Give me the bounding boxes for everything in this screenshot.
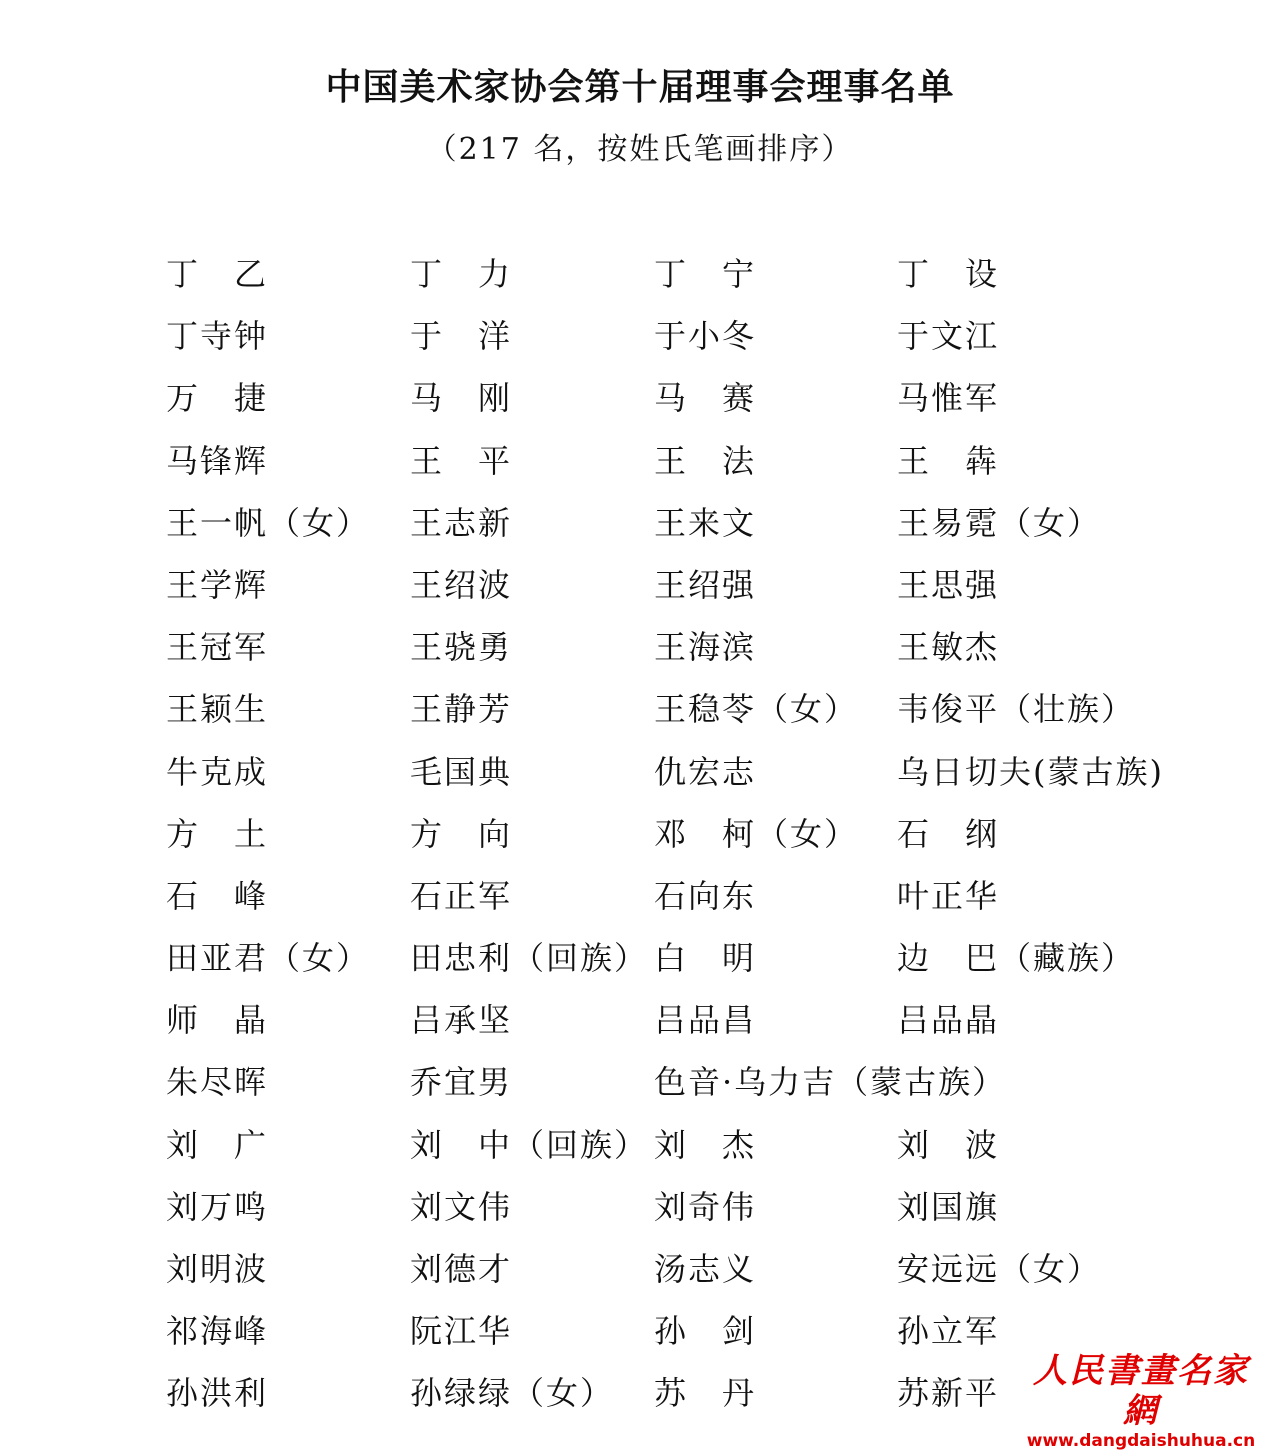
name-row — [166, 499, 1166, 561]
document-title: 中国美术家协会第十届理事会理事名单 — [325, 66, 955, 108]
member-name: 方 土 — [166, 814, 269, 853]
member-name: 丁 力 — [410, 255, 513, 293]
member-name: 丁 乙 — [166, 255, 269, 293]
member-name: 安远远（女） — [897, 1250, 1102, 1288]
member-name: 田亚君（女） — [166, 939, 371, 978]
watermark-logo — [1016, 1351, 1266, 1451]
member-name: 于小冬 — [654, 317, 757, 356]
member-name: 吕承坚 — [410, 1001, 513, 1040]
member-name: 王思强 — [897, 565, 1000, 604]
name-list — [166, 250, 1166, 1432]
member-name: 刘万鸣 — [166, 1187, 269, 1226]
member-name: 王敏杰 — [897, 628, 1000, 667]
member-name: 王易霓（女） — [897, 503, 1102, 542]
member-name: 毛国典 — [410, 752, 513, 791]
member-name: 刘 杰 — [654, 1125, 757, 1164]
member-name: 万 捷 — [166, 379, 269, 418]
member-name: 白 明 — [654, 939, 757, 978]
name-row — [166, 437, 1166, 499]
member-name: 马锋辉 — [166, 441, 269, 480]
member-name: 师 晶 — [166, 1001, 269, 1040]
member-name: 汤志义 — [654, 1250, 757, 1288]
member-name: 祁海峰 — [166, 1312, 269, 1351]
member-name: 王一帆（女） — [166, 503, 371, 542]
name-row — [166, 623, 1166, 685]
member-name: 王绍强 — [654, 565, 757, 604]
member-name: 王 平 — [410, 441, 513, 480]
member-name: 刘明波 — [166, 1250, 269, 1288]
member-name: 王 犇 — [897, 441, 1000, 480]
member-name: 王稳苓（女） — [654, 690, 859, 729]
member-name: 阮江华 — [410, 1312, 513, 1351]
name-row — [166, 872, 1166, 934]
member-name: 乔宜男 — [410, 1063, 513, 1102]
member-name: 叶正华 — [897, 876, 1000, 915]
member-name: 方 向 — [410, 814, 513, 853]
name-row — [166, 748, 1166, 810]
member-name: 刘奇伟 — [654, 1187, 757, 1226]
name-row — [166, 561, 1166, 623]
member-name: 刘 中（回族） — [410, 1125, 649, 1164]
member-name: 王绍波 — [410, 565, 513, 604]
name-row — [166, 934, 1166, 996]
member-name: 孙洪利 — [166, 1374, 269, 1413]
member-name: 王海滨 — [654, 628, 757, 667]
name-row — [166, 1183, 1166, 1245]
member-name: 丁 设 — [897, 255, 1000, 293]
name-row — [166, 312, 1166, 374]
member-name: 王冠军 — [166, 628, 269, 667]
member-name: 于文江 — [897, 317, 1000, 356]
name-row — [166, 250, 1166, 312]
name-row — [166, 1121, 1166, 1183]
member-name: 仇宏志 — [654, 752, 757, 791]
member-name: 色音·乌力吉（蒙古族） — [654, 1063, 1007, 1102]
member-name: 丁寺钟 — [166, 317, 269, 356]
member-name: 马惟军 — [897, 379, 1000, 418]
member-name: 孙立军 — [897, 1312, 1000, 1351]
member-name: 吕品昌 — [654, 1001, 757, 1040]
member-name: 田忠利（回族） — [410, 939, 649, 978]
name-row — [166, 810, 1166, 872]
member-name: 于 洋 — [410, 317, 513, 356]
member-name: 丁 宁 — [654, 255, 757, 293]
document-subtitle: （217 名，按姓氏笔画排序） — [426, 132, 854, 167]
member-name: 石 峰 — [166, 876, 269, 915]
watermark-name: 人民書畫名家網 — [1033, 1351, 1249, 1431]
name-row — [166, 374, 1166, 436]
member-name: 刘国旗 — [897, 1187, 1000, 1226]
member-name: 马 赛 — [654, 379, 757, 418]
member-name: 苏 丹 — [654, 1374, 757, 1413]
member-name: 韦俊平（壮族） — [897, 690, 1136, 729]
member-name: 朱尽晖 — [166, 1063, 269, 1102]
member-name: 王骁勇 — [410, 628, 513, 667]
name-row — [166, 996, 1166, 1058]
member-name: 王静芳 — [410, 690, 513, 729]
member-name: 牛克成 — [166, 752, 269, 791]
member-name: 石向东 — [654, 876, 757, 915]
member-name: 孙绿绿（女） — [410, 1374, 615, 1413]
member-name: 刘文伟 — [410, 1187, 513, 1226]
member-name: 王 法 — [654, 441, 757, 480]
member-name: 吕品晶 — [897, 1001, 1000, 1040]
member-name: 王志新 — [410, 503, 513, 542]
member-name: 石正军 — [410, 876, 513, 915]
name-row — [166, 1058, 1166, 1120]
member-name: 乌日切夫(蒙古族) — [897, 752, 1164, 791]
member-name: 刘 波 — [897, 1125, 1000, 1164]
name-row — [166, 1245, 1166, 1307]
member-name: 刘 广 — [166, 1125, 269, 1164]
member-name: 边 巴（藏族） — [897, 939, 1136, 978]
member-name: 马 刚 — [410, 379, 513, 418]
member-name: 刘德才 — [410, 1250, 513, 1288]
member-name: 王颖生 — [166, 690, 269, 729]
member-name: 石 纲 — [897, 814, 1000, 853]
member-name: 苏新平 — [897, 1374, 1000, 1413]
member-name: 邓 柯（女） — [654, 814, 859, 853]
name-row — [166, 685, 1166, 747]
member-name: 王来文 — [654, 503, 757, 542]
member-name: 王学辉 — [166, 565, 269, 604]
member-name: 孙 剑 — [654, 1312, 757, 1351]
watermark-url: www.dangdaishuhua.cn — [1026, 1431, 1256, 1451]
